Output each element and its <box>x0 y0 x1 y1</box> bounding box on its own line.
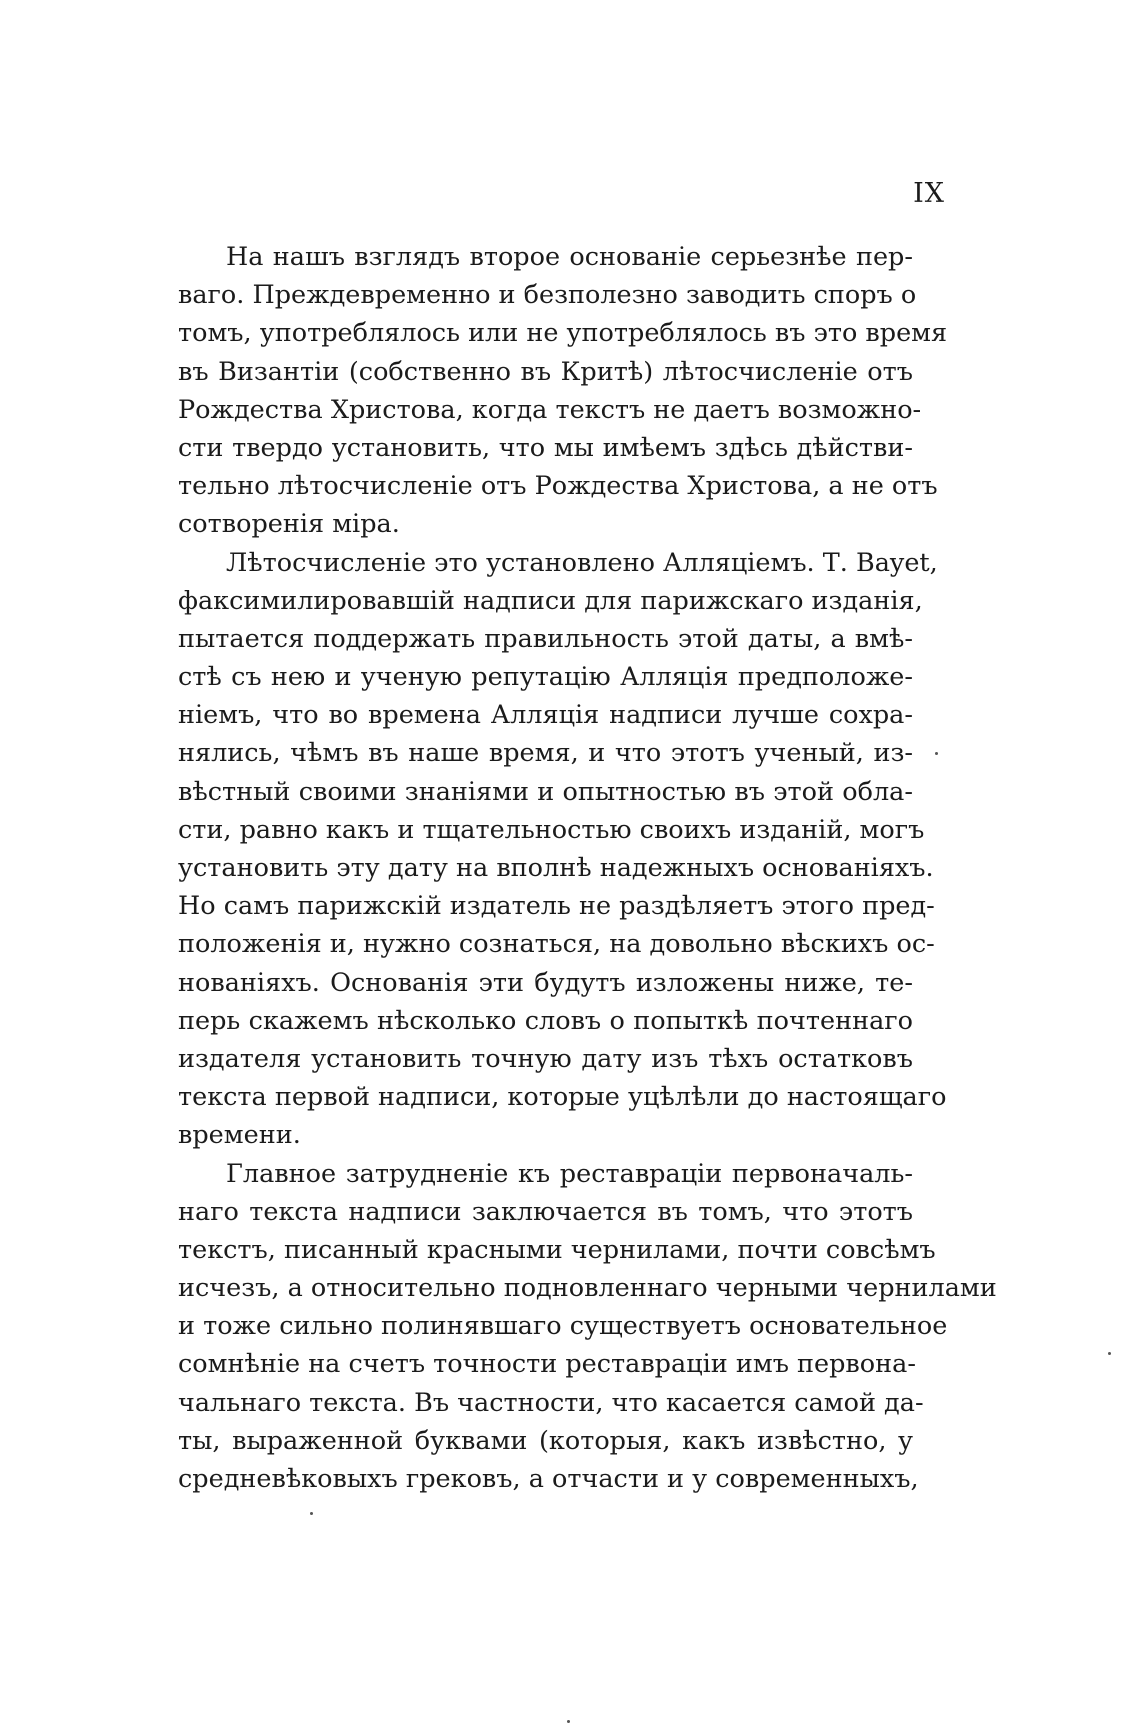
text-line: нялись, чѣмъ въ наше время, и что этотъ ученый, из- <box>178 738 913 769</box>
text-line: ваго. Преждевременно и безполезно заводить споръ о <box>178 280 917 311</box>
scan-speck <box>310 1512 313 1515</box>
text-line: пытается поддержать правильность этой даты, а вмѣ- <box>178 623 913 654</box>
paragraph-1 <box>178 238 948 544</box>
text-line: чальнаго текста. Въ частности, что касается самой да- <box>178 1387 924 1418</box>
text-line: нованіяхъ. Основанія эти будутъ изложены ниже, те- <box>178 967 913 998</box>
text-line: Но самъ парижскій издатель не раздѣляетъ этого пред- <box>178 891 935 922</box>
scan-speck <box>1108 1352 1111 1355</box>
text-line: въ Византіи (собственно въ Критѣ) лѣтосчисленіе отъ <box>178 356 913 387</box>
text-line: стѣ съ нею и ученую репутацію Алляція предположе- <box>178 662 913 693</box>
text-line: На нашъ взглядъ второе основаніе серьезнѣе пер- <box>226 242 913 272</box>
text-line: текста первой надписи, которые уцѣлѣли до настоящаго <box>178 1082 947 1113</box>
text-line: Рождества Христова, когда текстъ не даетъ возможно- <box>178 394 922 425</box>
text-line: положенія и, нужно сознаться, на довольно вѣскихъ ос- <box>178 929 935 960</box>
text-line: средневѣковыхъ грековъ, а отчасти и у современныхъ, <box>178 1464 919 1494</box>
paragraph-2 <box>178 544 947 1155</box>
text-line: установить эту дату на вполнѣ надежныхъ основаніяхъ. <box>178 853 934 883</box>
text-line: перь скажемъ нѣсколько словъ о попыткѣ почтеннаго <box>178 1005 913 1036</box>
text-line: ты, выраженной буквами (которыя, какъ извѣстно, у <box>178 1425 913 1456</box>
text-line: издателя установить точную дату изъ тѣхъ остатковъ <box>178 1043 913 1074</box>
text-line: сти, равно какъ и тщательностью своихъ изданій, могъ <box>178 814 925 845</box>
text-line: тельно лѣтосчисленіе отъ Рождества Христова, а не отъ <box>178 471 938 502</box>
text-line: Лѣтосчисленіе это установлено Алляціемъ. Т. Bayet, <box>226 547 938 578</box>
text-line: текстъ, писанный красными чернилами, почти совсѣмъ <box>178 1234 936 1265</box>
text-line: вѣстный своими знаніями и опытностью въ этой обла- <box>178 776 913 807</box>
text-line: ніемъ, что во времена Алляція надписи лучше сохра- <box>178 700 913 731</box>
body-text <box>178 238 997 1498</box>
text-line: и тоже сильно полинявшаго существуетъ основательное <box>178 1311 948 1342</box>
text-line: томъ, употреблялось или не употреблялось въ это время <box>178 318 948 349</box>
text-line: наго текста надписи заключается въ томъ, что этотъ <box>178 1196 913 1227</box>
text-line: времени. <box>178 1120 301 1151</box>
text-line: сотворенія міра. <box>178 509 400 540</box>
text-line: сти твердо установить, что мы имѣемъ здѣсь дѣйстви- <box>178 432 913 463</box>
text-line: Главное затрудненіе къ реставраціи первоначаль- <box>226 1158 913 1189</box>
text-line: факсимилировавшій надписи для парижскаго изданія, <box>178 585 923 616</box>
scan-speck <box>935 752 938 755</box>
paragraph-3 <box>178 1155 997 1499</box>
text-line: сомнѣніе на счетъ точности реставраціи имъ первона- <box>178 1349 916 1380</box>
page-number: IX <box>913 178 945 209</box>
text-line: исчезъ, а относительно подновленнаго черными чернилами <box>178 1273 997 1304</box>
scan-speck <box>567 1720 570 1723</box>
